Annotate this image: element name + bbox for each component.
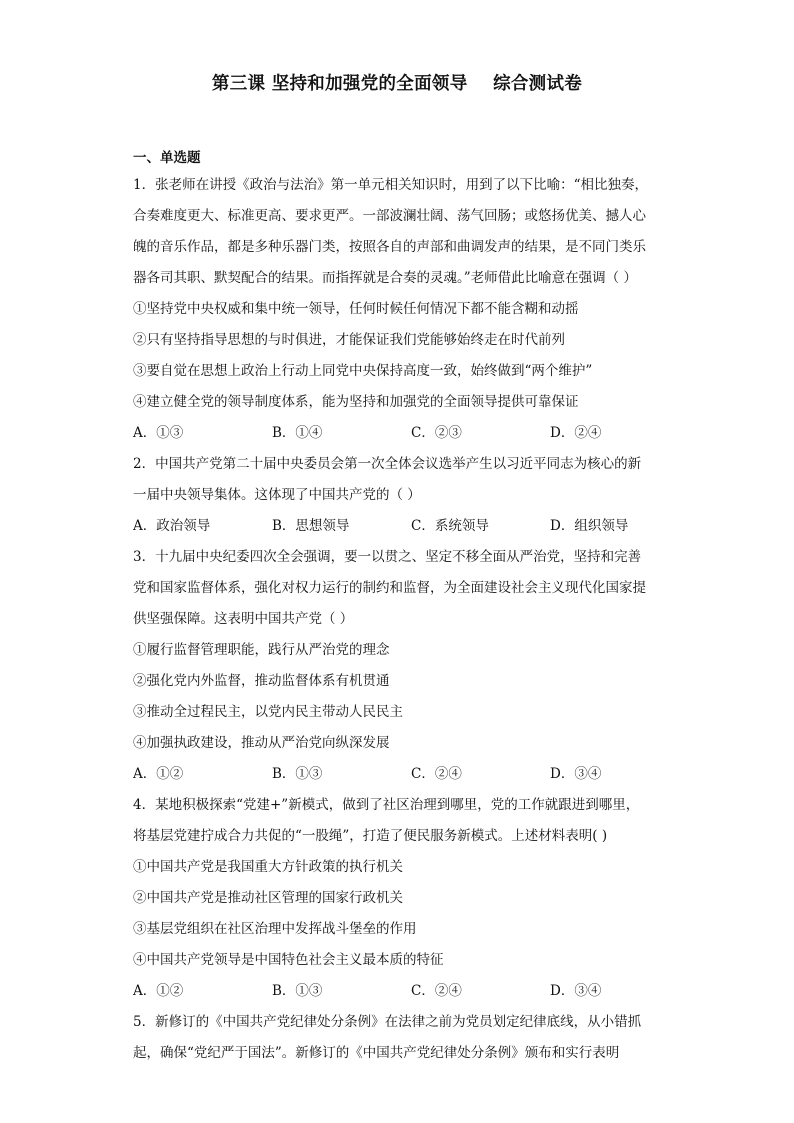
statement: ②中国共产党是推动社区管理的国家行政机关: [133, 890, 403, 906]
question-stem-line: 将基层党建拧成合力共促的“一股绳”，打造了便民服务新模式。上述材料表明( ): [133, 828, 608, 844]
question-stem-line: 3．十九届中央纪委四次全会强调，要一以贯之、坚定不移全面从严治党，坚持和完善: [133, 549, 642, 565]
statement: ④建立健全党的领导制度体系，能为坚持和加强党的全面领导提供可靠保证: [133, 394, 579, 410]
choice-d: D．组织领导: [550, 518, 629, 534]
question-1: [133, 170, 668, 449]
choice-a: A．①②: [133, 766, 184, 782]
statement: ②只有坚持指导思想的与时俱进，才能保证我们党能够始终走在时代前列: [133, 332, 565, 348]
question-list: [133, 170, 668, 1069]
choice-b: B．①③: [272, 766, 323, 782]
statement: ③基层党组织在社区治理中发挥战斗堡垒的作用: [133, 921, 417, 937]
choice-b: B．思想领导: [272, 518, 350, 534]
statement: ③推动全过程民主，以党内民主带动人民民主: [133, 704, 403, 720]
question-stem-line: 2．中国共产党第二十届中央委员会第一次全体会议选举产生以习近平同志为核心的新: [133, 456, 642, 472]
question-stem-line: 4．某地积极探索“党建+”新模式，做到了社区治理到哪里，党的工作就跟进到哪里，: [133, 797, 640, 813]
answer-choices: [133, 759, 668, 790]
choice-a: A．①③: [133, 425, 184, 441]
question-stem-line: 供坚强保障。这表明中国共产党（ ）: [133, 611, 354, 627]
question-stem-line: 5．新修订的《中国共产党纪律处分条例》在法律之前为党员划定纪律底线，从小错抓: [133, 1014, 642, 1030]
question-stem-line: 1．张老师在讲授《政治与法治》第一单元相关知识时，用到了以下比喻：“相比独奏，: [133, 177, 648, 193]
choice-a: A．政治领导: [133, 518, 211, 534]
question-stem-line: 合奏难度更大、标准更高、要求更严。一部波澜壮阔、荡气回肠；或悠扬优美、撼人心: [133, 208, 646, 224]
question-5: [133, 1007, 668, 1069]
statement: ④中国共产党领导是中国特色社会主义最本质的特征: [133, 952, 444, 968]
question-stem-line: 器各司其职、默契配合的结果。而指挥就是合奏的灵魂。”老师借此比喻意在强调（ ）: [133, 270, 637, 286]
choice-c: C．系统领导: [411, 518, 489, 534]
statement: ①坚持党中央权威和集中统一领导，任何时候任何情况下都不能含糊和动摇: [133, 301, 579, 317]
answer-choices: [133, 976, 668, 1007]
choice-d: D．②④: [550, 425, 602, 441]
choice-c: C．②③: [411, 425, 462, 441]
statement: ②强化党内外监督，推动监督体系有机贯通: [133, 673, 390, 689]
statement: ①中国共产党是我国重大方针政策的执行机关: [133, 859, 403, 875]
statement: ③要自觉在思想上政治上行动上同党中央保持高度一致，始终做到“两个维护”: [133, 363, 593, 379]
statement: ①履行监督管理职能，践行从严治党的理念: [133, 642, 390, 658]
choice-c: C．②④: [411, 766, 462, 782]
section-heading: 一、单选题: [133, 150, 201, 166]
choice-c: C．②④: [411, 983, 462, 999]
choice-d: D．③④: [550, 983, 602, 999]
choice-d: D．③④: [550, 766, 602, 782]
page-title: 第三课 坚持和加强党的全面领导 综合测试卷: [211, 74, 583, 94]
question-stem-line: 起，确保“党纪严于国法”。新修订的《中国共产党纪律处分条例》颁布和实行表明: [133, 1045, 620, 1061]
answer-choices: [133, 511, 668, 542]
question-stem-line: 党和国家监督体系，强化对权力运行的制约和监督，为全面建设社会主义现代化国家提: [133, 580, 646, 596]
question-2: [133, 449, 668, 542]
choice-a: A．①②: [133, 983, 184, 999]
question-stem-line: 魄的音乐作品，都是多种乐器门类，按照各自的声部和曲调发声的结果，是不同门类乐: [133, 239, 646, 255]
question-4: [133, 790, 668, 1007]
answer-choices: [133, 418, 668, 449]
question-3: [133, 542, 668, 790]
question-stem-line: 一届中央领导集体。这体现了中国共产党的（ ）: [133, 487, 421, 503]
choice-b: B．①③: [272, 983, 323, 999]
choice-b: B．①④: [272, 425, 323, 441]
statement: ④加强执政建设，推动从严治党向纵深发展: [133, 735, 390, 751]
